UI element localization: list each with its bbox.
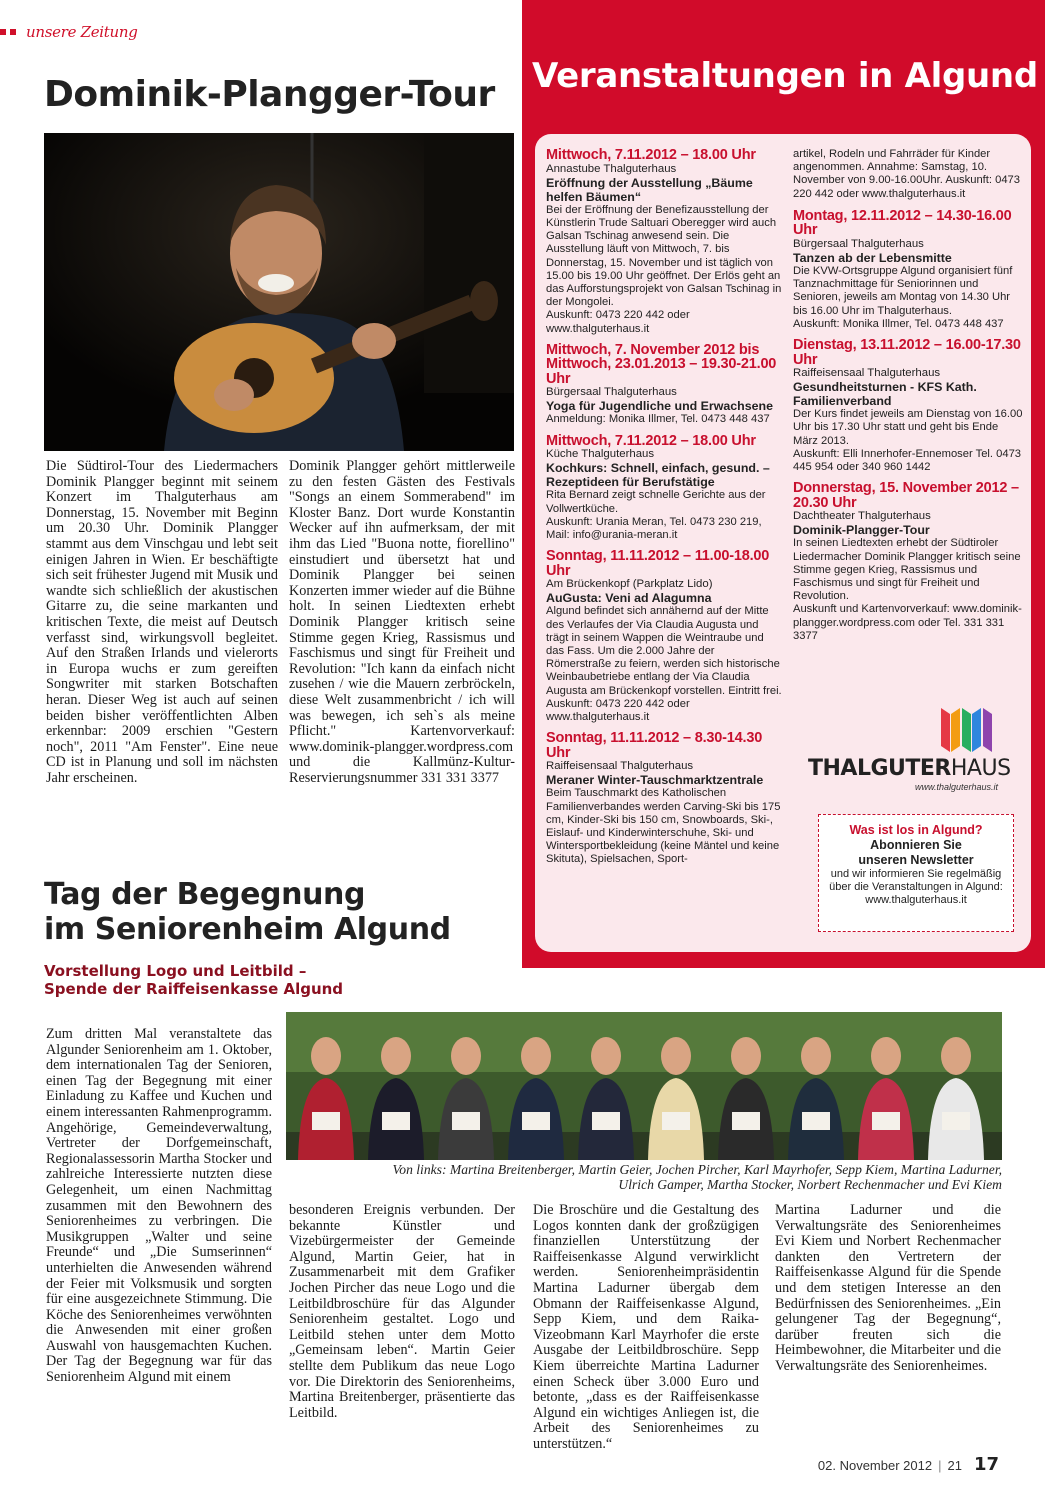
event-item <box>793 481 1023 643</box>
event-description: Beim Tauschmarkt des Katholischen Familienverbandes werden Carving-Ski bis 175 cm, Kinder-Ski bis 150 cm, Snowboards, Ski-, Eislauf- und Kinderwinterschuhe, Ski- und Wintersportbekleidung (keine Mäntel und keine Skituta), Spielsachen, Sport- <box>546 787 781 866</box>
group-person-head <box>661 1037 691 1075</box>
begegnung-text-col3: Die Broschüre und die Gestaltung des Logos konnten dank der großzügigen finanziellen Unterstützung der Raiffeisenkasse Algund verwirklicht werden. Seniorenheimpräsidentin Martina Ladurner übergab dem Obmann der Raiffeisenkasse Algund, Sepp Kiem, und dem Raika-Vizeobmann Karl Mayrhofer die erste Ausgabe der Leitbildbroschüre. Sepp Kiem überreichte Martina Ladurner einen Scheck über 3.000 Euro und betonte, „dass es der Raiffeisenkasse Algund ein wichtiges Anliegen ist, die Arbeit des Seniorenheimes zu unterstützen.“ <box>533 1202 759 1452</box>
newsletter-line2: unseren Newsletter <box>858 853 974 867</box>
event-date: Dienstag, 13.11.2012 – 16.00-17.30 Uhr <box>793 337 1021 368</box>
event-item <box>546 148 782 336</box>
event-location: Am Brückenkopf (Parkplatz Lido) <box>546 578 713 591</box>
event-description: Algund befindet sich annähernd auf der Mitte des Verlaufes der Via Claudia Augusta und trägt in seinem Wappen die Weintraube und das Fass. Um die 2.000 Jahre der Römerstraße zu feiern, werden sich historische Weinbaubetriebe entlang der Via Claudia Augusta am Brückenkopf vorstellen. Eintritt frei. <box>546 605 782 697</box>
footer-issue: 21 <box>947 1458 962 1473</box>
event-date: Mittwoch, 7. November 2012 bis Mittwoch, 23.01.2013 – 19.30-21.00 Uhr <box>546 341 777 387</box>
events-right-column <box>793 148 1023 650</box>
event-title: Meraner Winter-Tauschmarktzentrale <box>546 773 764 788</box>
group-person-head <box>381 1037 411 1075</box>
page-footer <box>818 1454 999 1475</box>
photo-group-seniorenheim <box>286 1012 1002 1160</box>
thalguterhaus-logo-url: www.thalguterhaus.it <box>914 782 998 792</box>
footer-date: 02. November 2012 <box>817 1458 933 1473</box>
event-location: Bürgersaal Thalguterhaus <box>546 386 677 399</box>
group-person-head <box>941 1037 971 1075</box>
event-contact: Auskunft und Kartenvorverkauf: www.dominik-plangger.wordpress.com oder Tel. 331 331 3377 <box>793 603 1022 642</box>
group-person-brochure <box>312 1112 340 1130</box>
event-date: Donnerstag, 15. November 2012 – 20.30 Uhr <box>793 480 1019 511</box>
event-date: Sonntag, 11.11.2012 – 8.30-14.30 Uhr <box>546 730 763 761</box>
event-item <box>546 549 782 724</box>
plangger-text-col1: Die Südtirol-Tour des Liedermachers Dominik Plangger beginnt mit seinem Konzert im Thalguterhaus am Donnerstag, 15. November mit Beginn um 20.30 Uhr. Dominik Plangger stammt aus dem Vinschgau und lebt seit einigen Jahren in Wien. Er beschäftigte sich seit frühester Jugend mit Musik und wandte sich schließlich der akustischen Gitarre zu, die seine markanten und kritischen Texte, die meist auf Deutsch verfasst sind, wirkungsvoll begleitet. Auf den Straßen Irlands und vielerorts in Europa wuchs er zum gereiften Songwriter mit starken Botschaften heran. Dieser Weg ist auch auf seinen beiden bisher veröffentlichten Alben erkennbar: 2009 erschien "Gestern noch", 2011 "Am Fenster". Eine neue CD ist in Planung und soll im nächsten Jahr erscheinen. <box>46 458 278 786</box>
thalguterhaus-logo-name <box>808 756 1011 781</box>
subheadline-line2: Spende der Raiffeisenkasse Algund <box>44 980 344 998</box>
photo-plangger-guitarist <box>44 133 514 451</box>
event-item <box>793 338 1023 474</box>
photo-caption-line2: Ulrich Gamper, Martha Stocker, Norbert Rechenmacher und Evi Kiem <box>618 1177 1002 1192</box>
group-person-head <box>451 1037 481 1075</box>
begegnung-text-col4: Martina Ladurner und die Verwaltungsräte des Seniorenheimes Evi Kiem und Norbert Rechenmacher dankten den Vertretern der Raiffeisenkasse Algund für die Spende und dem stetigen Interesse an den Bedürfnissen des Seniorenheimes. „Ein gelungener Tag der Begegnung“, darüber freuten sich die Heimbewohner, die Mitarbeiter und die Verwaltungsräte des Seniorenheimes. <box>775 1202 1001 1374</box>
events-left-column <box>546 148 782 874</box>
event-item <box>546 434 782 543</box>
event-item <box>793 209 1023 331</box>
footer-separator: | <box>938 1458 942 1473</box>
subheadline-begegnung <box>44 962 514 998</box>
event-location: Bürgersaal Thalguterhaus <box>793 237 924 250</box>
subheadline-line1: Vorstellung Logo und Leitbild – <box>44 962 307 980</box>
newsletter-box <box>818 814 1014 932</box>
event-contact: Auskunft: Urania Meran, Tel. 0473 230 219, Mail: info@urania-meran.it <box>546 515 762 541</box>
event-title: Kochkurs: Schnell, einfach, gesund. – Rezeptideen für Berufstätige <box>546 461 770 490</box>
group-person-brochure <box>942 1112 970 1130</box>
photo-group-illustration <box>286 1012 1002 1160</box>
event-continuation: artikel, Rodeln und Fahrräder für Kinder angenommen. Annahme: Samstag, 10. November von 9.00-16.00Uhr. Auskunft: 0473 220 442 oder www.thalguterhaus.it <box>793 148 1020 200</box>
photo-caption <box>286 1162 1002 1192</box>
masthead-square <box>10 29 16 35</box>
logo-name-bold: THALGUTER <box>808 756 951 781</box>
event-contact: Auskunft: Elli Innerhofer-Ennemoser Tel. 0473 445 954 oder 340 960 1442 <box>793 447 1022 474</box>
page-number: 17 <box>973 1454 999 1475</box>
begegnung-text-col1: Zum dritten Mal veranstaltete das Algunder Seniorenheim am 1. Oktober, dem internationalen Tag der Senioren, einen Tag der Begegnung mit einer Einladung zu Kaffee und Kuchen und einem interessanten Rahmenprogramm. Angehörige, Gemeindeverwaltung, Vertreter der Dorfgemeinschaft, Regionalassessorin Martha Stocker und zahlreiche Interessierte nutzten diese Gelegenheit, um einen Nachmittag zusammen mit den Bewohnern des Seniorenheimes zu verbringen. Die Musikgruppen „Walter und seine Freunde“ und „Die Sumserinnen“ unterhielten die Anwesenden während der Feier mit Volksmusik und sorgten für eine ausgezeichnete Stimmung. Die Köche des Seniorenheimes verwöhnten die Anwesenden mit einer großen Auswahl von hausgemachten Kuchen. Der Tag der Begegnung war für das Seniorenheim Algund mit einem <box>46 1026 272 1386</box>
group-person-brochure <box>592 1112 620 1130</box>
thalguterhaus-logo-bars <box>941 706 993 754</box>
group-person-brochure <box>732 1112 760 1130</box>
headline-begegnung-line2: im Seniorenheim Algund <box>44 912 451 947</box>
event-description: Rita Bernard zeigt schnelle Gerichte aus der Vollwertküche. <box>546 489 766 515</box>
event-title: Gesundheitsturnen - KFS Kath. Familienverband <box>793 380 977 409</box>
event-title: Dominik-Plangger-Tour <box>793 523 930 538</box>
group-person-brochure <box>522 1112 550 1130</box>
event-date: Sonntag, 11.11.2012 – 11.00-18.00 Uhr <box>546 548 770 579</box>
event-title: Tanzen ab der Lebensmitte <box>793 251 952 266</box>
event-title: Yoga für Jugendliche und Erwachsene <box>546 399 773 414</box>
event-contact: Auskunft: 0473 220 442 oder www.thalguterhaus.it <box>546 309 690 335</box>
masthead-square <box>0 29 6 35</box>
plangger-text-col2: Dominik Plangger gehört mittlerweile zu den festen Gästen des Festivals "Songs an einem Sommerabend" im Kloster Banz. Dort wurde Konstantin Wecker auf ihn aufmerksam, der mit ihm das Lied "Buona notte, fiorellino" einstudiert und übersetzt hat und Dominik Plangger bei seinen Konzerten immer wieder auf die Bühne holt. In seinen Liedtexten erhebt Dominik Plangger kritisch seine Stimme gegen Krieg, Rassismus und Faschismus und singt für Freiheit und Revolution: "Ich kann da einfach nicht zusehen / wie die Mauern zerbröckeln, diese Welt zusammenbricht / ich will was bewegen, ich seh`s als meine Pflicht." Kartenvorverkauf: www.dominik-plangger.wordpress.com und die Kallmünz-Kultur-Reservierungsnummer 331 331 3377 <box>289 458 515 786</box>
photo-plangger-illustration <box>44 133 514 451</box>
group-person-head <box>871 1037 901 1075</box>
event-location: Raiffeisensaal Thalguterhaus <box>546 760 694 773</box>
group-person-head <box>591 1037 621 1075</box>
event-location: Dachtheater Thalguterhaus <box>793 510 931 523</box>
group-person-brochure <box>802 1112 830 1130</box>
thalguterhaus-logo <box>808 706 1011 802</box>
event-contact: Anmeldung: Monika Illmer, Tel. 0473 448 437 <box>546 413 770 426</box>
event-date: Mittwoch, 7.11.2012 – 18.00 Uhr <box>546 147 756 163</box>
group-person-head <box>731 1037 761 1075</box>
newsletter-url[interactable]: www.thalguterhaus.it <box>865 894 967 906</box>
begegnung-text-col2: besonderen Ereignis verbunden. Der bekannte Künstler und Vizebürgermeister der Gemeinde Algund, Martin Geier, hat in Zusammenarbeit mit dem Grafiker Jochen Pircher das neue Logo und die Leitbildbroschüre für das Algunder Seniorenheim gestaltet. Logo und Leitbild stehen unter dem Motto „Gemeinsam leben“. Martin Geier stellte dem Publikum das neue Logo vor. Die Direktorin des Seniorenheims, Martina Breitenberger, präsentierte das Leitbild. <box>289 1202 515 1421</box>
events-title: Veranstaltungen in Algund <box>532 56 1038 96</box>
group-person-brochure <box>872 1112 900 1130</box>
newsletter-line3: und wir informieren Sie regelmäßig über die Veranstaltungen in Algund: <box>829 868 1003 893</box>
event-date: Montag, 12.11.2012 – 14.30-16.00 Uhr <box>793 207 1012 239</box>
masthead <box>0 20 138 44</box>
event-item <box>546 731 782 866</box>
event-description: Der Kurs findet jeweils am Dienstag von 16.00 Uhr bis 17.30 Uhr statt und geht bis Ende März 2013. <box>793 408 1023 447</box>
event-location: Küche Thalguterhaus <box>546 448 655 461</box>
event-title: AuGusta: Veni ad Alagumna <box>546 591 712 606</box>
group-person-brochure <box>452 1112 480 1130</box>
event-description: Bei der Eröffnung der Benefizausstellung der Künstlerin Trude Saltuari Oberegger wird auch Galsan Tschinag anwesend sein. Die Ausstellung läuft von Mittwoch, 7. bis Donnerstag, 15. November und ist täglich von 15.00 bis 19.00 Uhr geöffnet. Der Erlös geht an das Aufforstungsprojekt von Galsan Tschinag in der Mongolei. <box>546 203 782 309</box>
magazine-logo: unsere Zeitung <box>26 23 138 41</box>
group-person-head <box>521 1037 551 1075</box>
headline-begegnung <box>44 877 504 947</box>
group-person-brochure <box>382 1112 410 1130</box>
event-title: Eröffnung der Ausstellung „Bäume helfen Bäumen“ <box>546 175 753 204</box>
event-date: Mittwoch, 7.11.2012 – 18.00 Uhr <box>546 432 756 449</box>
newsletter-question: Was ist los in Algund? <box>849 823 983 837</box>
event-location: Raiffeisensaal Thalguterhaus <box>793 367 941 380</box>
event-contact: Auskunft: 0473 220 442 oder www.thalguterhaus.it <box>546 697 690 723</box>
headline-plangger: Dominik-Plangger-Tour <box>44 74 495 115</box>
event-contact: Auskunft: Monika Illmer, Tel. 0473 448 437 <box>793 317 1004 330</box>
event-location: Annastube Thalguterhaus <box>546 162 677 175</box>
newsletter-line1: Abonnieren Sie <box>870 838 962 852</box>
event-description: In seinen Liedtexten erhebt der Südtiroler Liedermacher Dominik Plangger kritisch seine Stimme gegen Krieg, Rassismus und Faschismus und singt für Freiheit und Revolution. <box>793 537 1021 603</box>
logo-name-light: HAUS <box>950 756 1011 781</box>
event-description: Die KVW-Ortsgruppe Algund organisiert fünf Tanznachmittage für Seniorinnen und Senioren, jeweils am Montag von 14.30 Uhr bis 16.00 Uhr im Thalguterhaus. <box>793 265 1013 317</box>
group-person-head <box>311 1037 341 1075</box>
event-item <box>546 343 782 427</box>
photo-caption-line1: Von links: Martina Breitenberger, Martin Geier, Jochen Pircher, Karl Mayrhofer, Sepp Kiem, Martina Ladurner, <box>392 1162 1002 1177</box>
group-person-brochure <box>662 1112 690 1130</box>
group-person-head <box>801 1037 831 1075</box>
headline-begegnung-line1: Tag der Begegnung <box>44 877 366 912</box>
